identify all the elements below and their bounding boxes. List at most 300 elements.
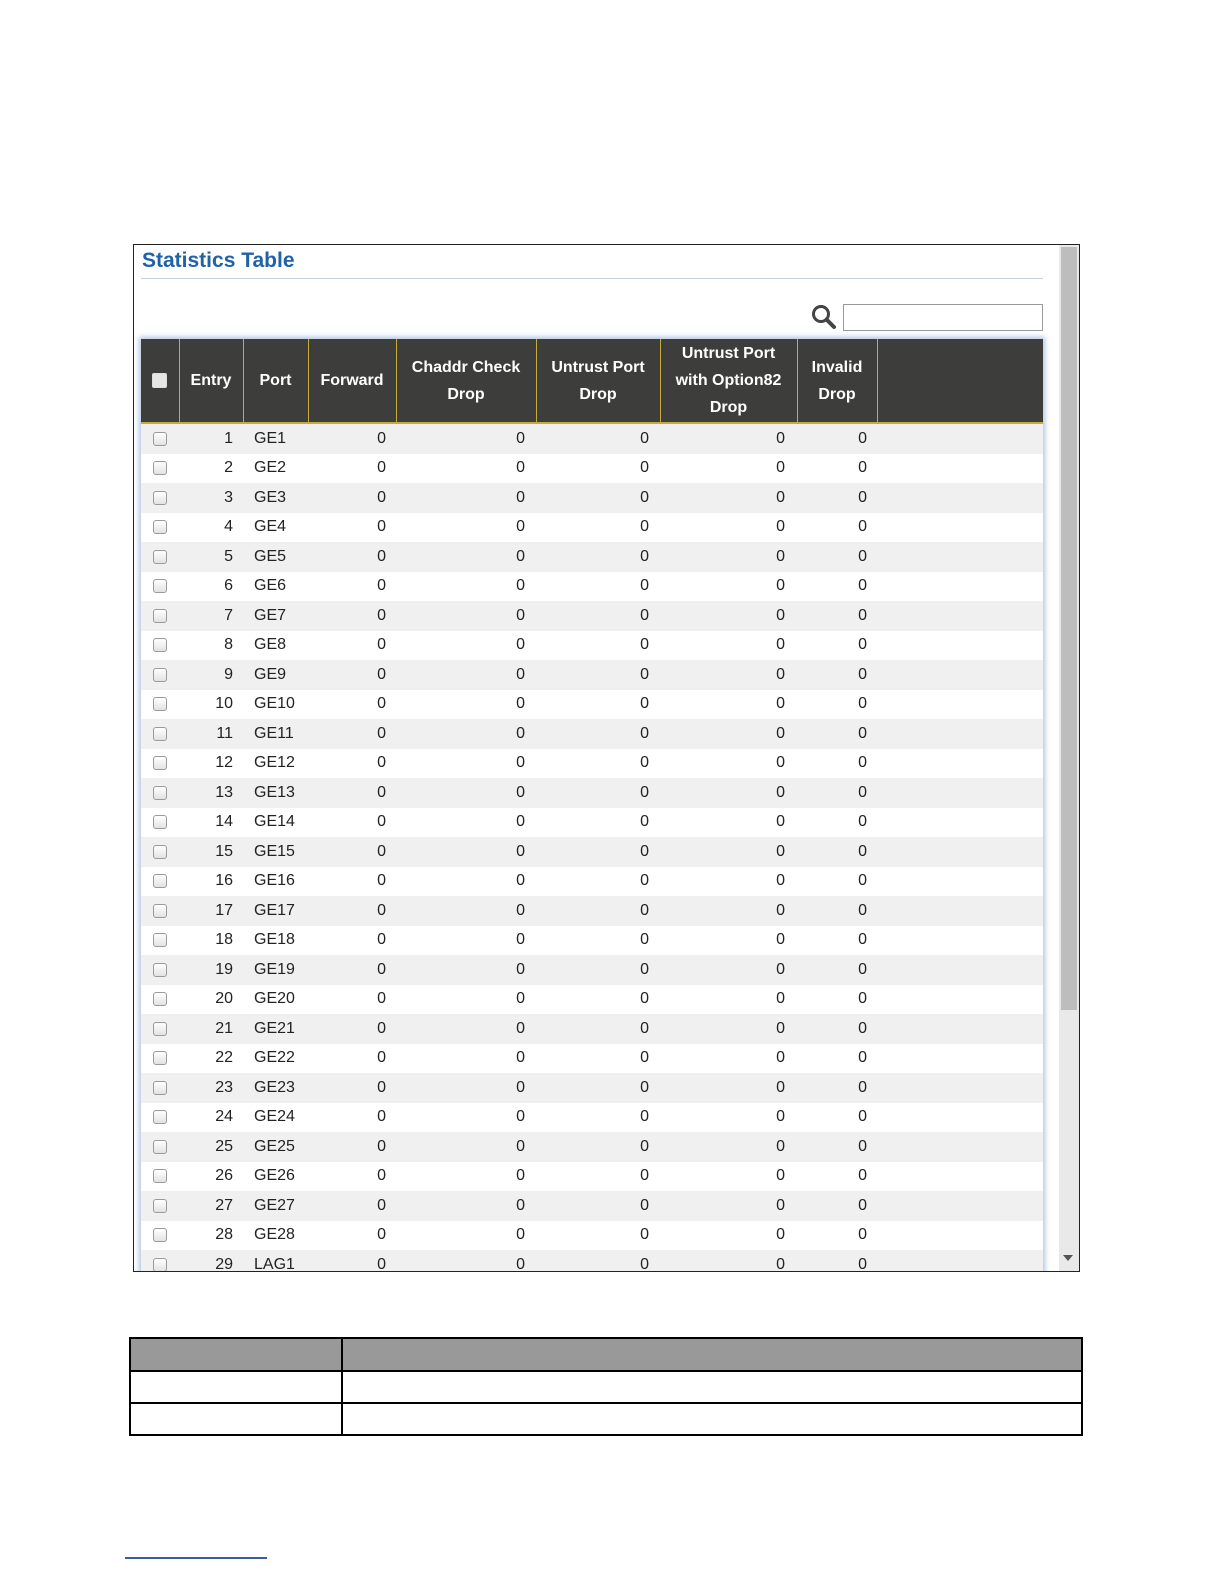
- row-checkbox[interactable]: [153, 1199, 167, 1213]
- table-row[interactable]: [141, 719, 1043, 749]
- row-select-cell[interactable]: [141, 1221, 179, 1251]
- entry-cell: 22: [179, 1044, 243, 1074]
- description-cell: [342, 1371, 1082, 1403]
- forward-cell: 0: [308, 1132, 396, 1162]
- filler-cell: [877, 1191, 1043, 1221]
- untrust-option82-drop-cell: 0: [660, 454, 797, 484]
- chaddr-check-drop-cell: 0: [396, 719, 536, 749]
- row-select-cell[interactable]: [141, 483, 179, 513]
- untrust-option82-drop-cell: 0: [660, 749, 797, 779]
- filler-cell: [877, 896, 1043, 926]
- forward-cell: 0: [308, 423, 396, 454]
- invalid-drop-cell: 0: [797, 719, 877, 749]
- untrust-port-drop-cell: 0: [536, 837, 660, 867]
- untrust-option82-drop-cell: 0: [660, 483, 797, 513]
- column-header-label: Drop: [447, 385, 485, 403]
- entry-cell: 20: [179, 985, 243, 1015]
- entry-cell: 6: [179, 572, 243, 602]
- column-header-label: Entry: [190, 372, 232, 389]
- forward-cell: 0: [308, 896, 396, 926]
- row-select-cell[interactable]: [141, 808, 179, 838]
- column-header-label: Untrust Port: [551, 358, 645, 376]
- untrust-option82-drop-cell: 0: [660, 1073, 797, 1103]
- invalid-drop-cell: 0: [797, 1044, 877, 1074]
- entry-cell: 16: [179, 867, 243, 897]
- untrust-option82-drop-cell: 0: [660, 423, 797, 454]
- filler-cell: [877, 867, 1043, 897]
- row-checkbox[interactable]: [153, 1051, 167, 1065]
- chaddr-check-drop-cell: 0: [396, 837, 536, 867]
- chaddr-check-drop-cell: 0: [396, 542, 536, 572]
- table-row[interactable]: [141, 690, 1043, 720]
- untrust-port-drop-cell: 0: [536, 749, 660, 779]
- untrust-option82-drop-cell: 0: [660, 690, 797, 720]
- untrust-option82-drop-cell: 0: [660, 867, 797, 897]
- entry-cell: 12: [179, 749, 243, 779]
- row-checkbox[interactable]: [153, 520, 167, 534]
- invalid-drop-cell: 0: [797, 1191, 877, 1221]
- untrust-option82-drop-cell: 0: [660, 808, 797, 838]
- table-body: [141, 423, 1043, 1272]
- chaddr-check-drop-cell: 0: [396, 1162, 536, 1192]
- untrust-option82-drop-cell: 0: [660, 926, 797, 956]
- table-row[interactable]: [141, 660, 1043, 690]
- column-header-label: Invalid: [811, 358, 863, 376]
- row-select-cell[interactable]: [141, 1191, 179, 1221]
- port-cell: GE5: [243, 542, 308, 572]
- row-select-cell[interactable]: [141, 660, 179, 690]
- untrust-option82-drop-cell: 0: [660, 985, 797, 1015]
- forward-cell: 0: [308, 1250, 396, 1272]
- chaddr-check-drop-cell: 0: [396, 808, 536, 838]
- invalid-drop-cell: 0: [797, 483, 877, 513]
- table-row[interactable]: [141, 1073, 1043, 1103]
- search-input[interactable]: [843, 304, 1043, 331]
- port-cell: GE28: [243, 1221, 308, 1251]
- table-row[interactable]: [141, 1044, 1043, 1074]
- chaddr-check-drop-cell: 0: [396, 1073, 536, 1103]
- filler-cell: [877, 660, 1043, 690]
- table-row[interactable]: [141, 808, 1043, 838]
- chaddr-check-drop-cell: 0: [396, 955, 536, 985]
- forward-cell: 0: [308, 749, 396, 779]
- row-checkbox[interactable]: [153, 579, 167, 593]
- statistics-grid: [141, 339, 1043, 1272]
- row-checkbox[interactable]: [153, 638, 167, 652]
- entry-cell: 29: [179, 1250, 243, 1272]
- filler-cell: [877, 1044, 1043, 1074]
- row-checkbox[interactable]: [153, 992, 167, 1006]
- row-select-cell[interactable]: [141, 719, 179, 749]
- forward-cell: 0: [308, 867, 396, 897]
- untrust-port-drop-cell: 0: [536, 483, 660, 513]
- row-select-cell[interactable]: [141, 1162, 179, 1192]
- filler-cell: [877, 1221, 1043, 1251]
- table-row[interactable]: [141, 1103, 1043, 1133]
- table-row[interactable]: [141, 778, 1043, 808]
- row-select-cell[interactable]: [141, 896, 179, 926]
- search-icon[interactable]: [810, 303, 838, 331]
- invalid-drop-cell: 0: [797, 631, 877, 661]
- row-checkbox[interactable]: [153, 815, 167, 829]
- chaddr-check-drop-cell: 0: [396, 778, 536, 808]
- forward-cell: 0: [308, 513, 396, 543]
- table-row[interactable]: [141, 926, 1043, 956]
- invalid-drop-cell: 0: [797, 1014, 877, 1044]
- row-select-cell[interactable]: [141, 690, 179, 720]
- row-checkbox[interactable]: [153, 933, 167, 947]
- table-row[interactable]: [141, 1162, 1043, 1192]
- filler-cell: [877, 1073, 1043, 1103]
- entry-cell: 26: [179, 1162, 243, 1192]
- port-cell: GE13: [243, 778, 308, 808]
- row-checkbox[interactable]: [153, 786, 167, 800]
- column-header-untrust-port-drop[interactable]: [536, 339, 660, 423]
- port-cell: GE9: [243, 660, 308, 690]
- invalid-drop-cell: 0: [797, 926, 877, 956]
- invalid-drop-cell: 0: [797, 1162, 877, 1192]
- untrust-option82-drop-cell: 0: [660, 1044, 797, 1074]
- description-header-field: [130, 1338, 342, 1371]
- chaddr-check-drop-cell: 0: [396, 926, 536, 956]
- row-checkbox[interactable]: [153, 491, 167, 505]
- row-select-cell[interactable]: [141, 1014, 179, 1044]
- row-checkbox[interactable]: [153, 874, 167, 888]
- chaddr-check-drop-cell: 0: [396, 1014, 536, 1044]
- port-cell: GE20: [243, 985, 308, 1015]
- title-divider: [141, 278, 1043, 279]
- row-select-cell[interactable]: [141, 631, 179, 661]
- entry-cell: 17: [179, 896, 243, 926]
- table-row[interactable]: [141, 1014, 1043, 1044]
- statistics-table: [141, 339, 1043, 1272]
- vertical-scrollbar[interactable]: [1059, 245, 1079, 1271]
- column-header-invalid-drop[interactable]: [797, 339, 877, 423]
- table-row[interactable]: [141, 572, 1043, 602]
- forward-cell: 0: [308, 1221, 396, 1251]
- port-cell: GE27: [243, 1191, 308, 1221]
- column-header-label: Forward: [320, 372, 384, 389]
- entry-cell: 13: [179, 778, 243, 808]
- row-checkbox[interactable]: [153, 1258, 167, 1272]
- invalid-drop-cell: 0: [797, 985, 877, 1015]
- port-cell: GE22: [243, 1044, 308, 1074]
- panel-title: Statistics Table: [142, 249, 295, 272]
- invalid-drop-cell: 0: [797, 1103, 877, 1133]
- chaddr-check-drop-cell: 0: [396, 631, 536, 661]
- chaddr-check-drop-cell: 0: [396, 513, 536, 543]
- port-cell: GE23: [243, 1073, 308, 1103]
- untrust-option82-drop-cell: 0: [660, 631, 797, 661]
- row-checkbox[interactable]: [153, 1110, 167, 1124]
- port-cell: GE18: [243, 926, 308, 956]
- row-checkbox[interactable]: [153, 668, 167, 682]
- table-row[interactable]: [141, 896, 1043, 926]
- table-row[interactable]: [141, 423, 1043, 454]
- invalid-drop-cell: 0: [797, 778, 877, 808]
- filler-cell: [877, 1162, 1043, 1192]
- forward-cell: 0: [308, 1162, 396, 1192]
- row-select-cell[interactable]: [141, 423, 179, 454]
- port-cell: GE10: [243, 690, 308, 720]
- scroll-down-arrow-icon[interactable]: [1063, 1255, 1073, 1261]
- chaddr-check-drop-cell: 0: [396, 483, 536, 513]
- invalid-drop-cell: 0: [797, 837, 877, 867]
- forward-cell: 0: [308, 660, 396, 690]
- table-row[interactable]: [141, 601, 1043, 631]
- port-cell: GE2: [243, 454, 308, 484]
- row-select-cell[interactable]: [141, 837, 179, 867]
- filler-cell: [877, 572, 1043, 602]
- column-header-untrust-option82-drop[interactable]: [660, 339, 797, 423]
- table-row[interactable]: [141, 483, 1043, 513]
- table-row[interactable]: [141, 1132, 1043, 1162]
- untrust-port-drop-cell: 0: [536, 1221, 660, 1251]
- port-cell: GE8: [243, 631, 308, 661]
- forward-cell: 0: [308, 837, 396, 867]
- table-row[interactable]: [141, 837, 1043, 867]
- untrust-option82-drop-cell: 0: [660, 1103, 797, 1133]
- chaddr-check-drop-cell: 0: [396, 749, 536, 779]
- description-cell: [342, 1403, 1082, 1435]
- filler-cell: [877, 423, 1043, 454]
- untrust-option82-drop-cell: 0: [660, 1014, 797, 1044]
- select-all-checkbox[interactable]: [152, 373, 167, 388]
- untrust-port-drop-cell: 0: [536, 454, 660, 484]
- row-select-cell[interactable]: [141, 867, 179, 897]
- chaddr-check-drop-cell: 0: [396, 1250, 536, 1272]
- filler-cell: [877, 1103, 1043, 1133]
- row-select-cell[interactable]: [141, 955, 179, 985]
- chaddr-check-drop-cell: 0: [396, 423, 536, 454]
- table-row[interactable]: [141, 749, 1043, 779]
- entry-cell: 23: [179, 1073, 243, 1103]
- row-select-cell[interactable]: [141, 542, 179, 572]
- filler-cell: [877, 601, 1043, 631]
- statistics-table-panel: [133, 244, 1080, 1272]
- filler-cell: [877, 778, 1043, 808]
- port-cell: GE26: [243, 1162, 308, 1192]
- invalid-drop-cell: 0: [797, 749, 877, 779]
- filler-cell: [877, 985, 1043, 1015]
- entry-cell: 3: [179, 483, 243, 513]
- row-select-cell[interactable]: [141, 572, 179, 602]
- entry-cell: 11: [179, 719, 243, 749]
- row-checkbox[interactable]: [153, 697, 167, 711]
- untrust-port-drop-cell: 0: [536, 513, 660, 543]
- port-cell: GE25: [243, 1132, 308, 1162]
- row-select-cell[interactable]: [141, 513, 179, 543]
- row-checkbox[interactable]: [153, 963, 167, 977]
- filler-cell: [877, 1132, 1043, 1162]
- forward-cell: 0: [308, 926, 396, 956]
- forward-cell: 0: [308, 631, 396, 661]
- forward-cell: 0: [308, 1191, 396, 1221]
- description-header-description: [342, 1338, 1082, 1371]
- entry-cell: 21: [179, 1014, 243, 1044]
- filler-cell: [877, 808, 1043, 838]
- untrust-port-drop-cell: 0: [536, 1073, 660, 1103]
- filler-cell: [877, 690, 1043, 720]
- port-cell: GE14: [243, 808, 308, 838]
- port-cell: GE12: [243, 749, 308, 779]
- row-select-cell[interactable]: [141, 778, 179, 808]
- untrust-option82-drop-cell: 0: [660, 1162, 797, 1192]
- port-cell: GE11: [243, 719, 308, 749]
- row-checkbox[interactable]: [153, 550, 167, 564]
- table-row[interactable]: [141, 513, 1043, 543]
- row-select-cell[interactable]: [141, 601, 179, 631]
- filler-cell: [877, 719, 1043, 749]
- invalid-drop-cell: 0: [797, 601, 877, 631]
- row-checkbox[interactable]: [153, 1169, 167, 1183]
- column-header-entry[interactable]: [179, 339, 243, 423]
- table-row[interactable]: [141, 631, 1043, 661]
- forward-cell: 0: [308, 1103, 396, 1133]
- filler-cell: [877, 483, 1043, 513]
- invalid-drop-cell: 0: [797, 423, 877, 454]
- entry-cell: 19: [179, 955, 243, 985]
- port-cell: GE16: [243, 867, 308, 897]
- column-header-label: Port: [259, 372, 292, 389]
- row-checkbox[interactable]: [153, 904, 167, 918]
- description-table: [129, 1337, 1083, 1436]
- untrust-option82-drop-cell: 0: [660, 542, 797, 572]
- row-select-cell[interactable]: [141, 454, 179, 484]
- entry-cell: 27: [179, 1191, 243, 1221]
- untrust-port-drop-cell: 0: [536, 1044, 660, 1074]
- chaddr-check-drop-cell: 0: [396, 572, 536, 602]
- untrust-option82-drop-cell: 0: [660, 601, 797, 631]
- forward-cell: 0: [308, 808, 396, 838]
- untrust-port-drop-cell: 0: [536, 778, 660, 808]
- chaddr-check-drop-cell: 0: [396, 660, 536, 690]
- chaddr-check-drop-cell: 0: [396, 454, 536, 484]
- table-row[interactable]: [141, 955, 1043, 985]
- row-checkbox[interactable]: [153, 1022, 167, 1036]
- table-row[interactable]: [141, 1221, 1043, 1251]
- invalid-drop-cell: 0: [797, 454, 877, 484]
- filler-cell: [877, 513, 1043, 543]
- column-header-label: Drop: [709, 399, 748, 416]
- forward-cell: 0: [308, 454, 396, 484]
- untrust-option82-drop-cell: 0: [660, 955, 797, 985]
- column-header-forward[interactable]: [308, 339, 396, 423]
- table-row[interactable]: [141, 1250, 1043, 1272]
- table-header-row: [141, 339, 1043, 423]
- untrust-option82-drop-cell: 0: [660, 896, 797, 926]
- forward-cell: 0: [308, 1073, 396, 1103]
- untrust-port-drop-cell: 0: [536, 926, 660, 956]
- row-checkbox[interactable]: [153, 432, 167, 446]
- entry-cell: 18: [179, 926, 243, 956]
- invalid-drop-cell: 0: [797, 896, 877, 926]
- row-checkbox[interactable]: [153, 1081, 167, 1095]
- untrust-port-drop-cell: 0: [536, 423, 660, 454]
- table-row[interactable]: [141, 867, 1043, 897]
- row-checkbox[interactable]: [153, 845, 167, 859]
- column-header-label: Drop: [579, 385, 617, 403]
- filler-cell: [877, 542, 1043, 572]
- entry-cell: 5: [179, 542, 243, 572]
- filler-cell: [877, 631, 1043, 661]
- row-checkbox[interactable]: [153, 461, 167, 475]
- row-checkbox[interactable]: [153, 1140, 167, 1154]
- forward-cell: 0: [308, 719, 396, 749]
- entry-cell: 7: [179, 601, 243, 631]
- row-checkbox[interactable]: [153, 756, 167, 770]
- port-cell: GE17: [243, 896, 308, 926]
- row-checkbox[interactable]: [153, 727, 167, 741]
- forward-cell: 0: [308, 955, 396, 985]
- filler-cell: [877, 454, 1043, 484]
- row-select-cell[interactable]: [141, 1132, 179, 1162]
- column-header-label: Drop: [818, 385, 856, 403]
- untrust-option82-drop-cell: 0: [660, 837, 797, 867]
- untrust-option82-drop-cell: 0: [660, 572, 797, 602]
- row-checkbox[interactable]: [153, 609, 167, 623]
- row-select-cell[interactable]: [141, 926, 179, 956]
- untrust-option82-drop-cell: 0: [660, 1250, 797, 1272]
- column-header-filler: [877, 339, 1043, 423]
- forward-cell: 0: [308, 1014, 396, 1044]
- untrust-option82-drop-cell: 0: [660, 778, 797, 808]
- row-select-cell[interactable]: [141, 1073, 179, 1103]
- filler-cell: [877, 1014, 1043, 1044]
- invalid-drop-cell: 0: [797, 690, 877, 720]
- untrust-port-drop-cell: 0: [536, 601, 660, 631]
- invalid-drop-cell: 0: [797, 542, 877, 572]
- header-select-all[interactable]: [141, 339, 179, 423]
- port-cell: GE3: [243, 483, 308, 513]
- untrust-port-drop-cell: 0: [536, 1103, 660, 1133]
- untrust-port-drop-cell: 0: [536, 955, 660, 985]
- untrust-option82-drop-cell: 0: [660, 1191, 797, 1221]
- footer-divider: [125, 1557, 267, 1559]
- invalid-drop-cell: 0: [797, 867, 877, 897]
- entry-cell: 25: [179, 1132, 243, 1162]
- entry-cell: 2: [179, 454, 243, 484]
- table-row[interactable]: [141, 542, 1043, 572]
- scrollbar-thumb[interactable]: [1061, 247, 1077, 1010]
- table-row[interactable]: [141, 1191, 1043, 1221]
- row-checkbox[interactable]: [153, 1228, 167, 1242]
- table-row[interactable]: [141, 985, 1043, 1015]
- untrust-port-drop-cell: 0: [536, 1014, 660, 1044]
- column-header-chaddr-check-drop[interactable]: [396, 339, 536, 423]
- untrust-port-drop-cell: 0: [536, 572, 660, 602]
- entry-cell: 24: [179, 1103, 243, 1133]
- row-select-cell[interactable]: [141, 749, 179, 779]
- invalid-drop-cell: 0: [797, 513, 877, 543]
- chaddr-check-drop-cell: 0: [396, 1103, 536, 1133]
- row-select-cell[interactable]: [141, 1044, 179, 1074]
- row-select-cell[interactable]: [141, 1250, 179, 1272]
- column-header-port[interactable]: [243, 339, 308, 423]
- port-cell: GE21: [243, 1014, 308, 1044]
- filler-cell: [877, 837, 1043, 867]
- chaddr-check-drop-cell: 0: [396, 601, 536, 631]
- row-select-cell[interactable]: [141, 985, 179, 1015]
- forward-cell: 0: [308, 1044, 396, 1074]
- entry-cell: 9: [179, 660, 243, 690]
- untrust-option82-drop-cell: 0: [660, 513, 797, 543]
- forward-cell: 0: [308, 572, 396, 602]
- invalid-drop-cell: 0: [797, 1132, 877, 1162]
- row-select-cell[interactable]: [141, 1103, 179, 1133]
- table-row[interactable]: [141, 454, 1043, 484]
- description-row: [130, 1371, 1082, 1403]
